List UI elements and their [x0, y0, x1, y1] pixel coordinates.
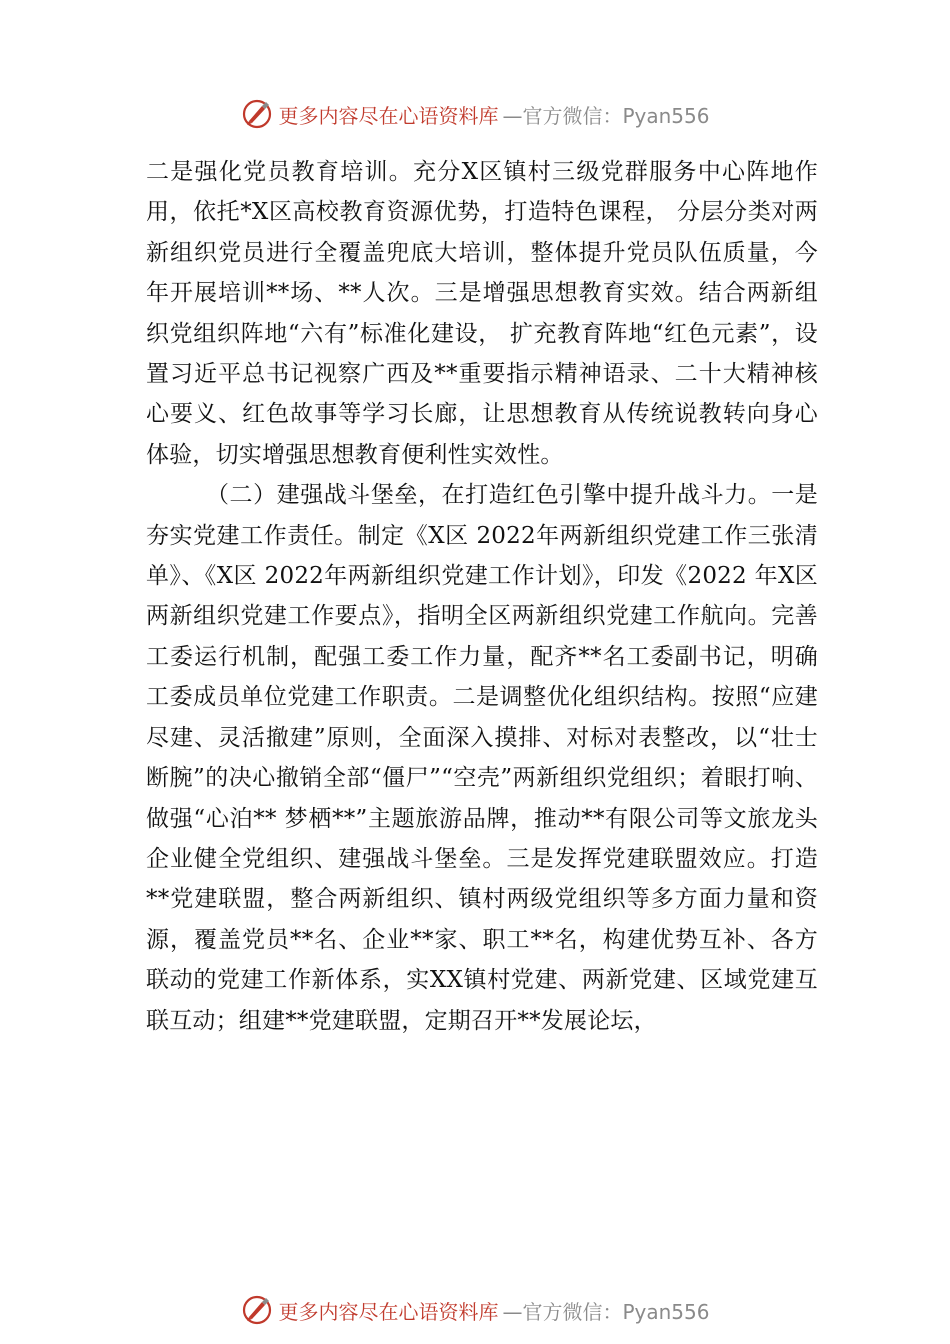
footer-watermark	[0, 1290, 950, 1330]
header-watermark	[0, 94, 950, 134]
watermark-gray-text: —官方微信：Pyan556	[502, 1299, 710, 1324]
watermark-inner	[240, 97, 709, 131]
watermark-gray-text: —官方微信：Pyan556	[502, 103, 710, 128]
watermark-inner	[240, 1293, 709, 1327]
pen-logo-icon	[240, 97, 274, 131]
paragraph-2: （二）建强战斗堡垒，在打造红色引擎中提升战斗力。一是夯实党建工作责任。制定《X区 2022年两新组织党建工作三张清单》、《X区 2022年两新组织党建工作计划》，印发《2022 年X区两新组织党建工作要点》，指明全区两新组织党建工作航向。完善工委运行机制，配强工委工作力量，配齐**名工委副书记，明确工委成员单位党建工作职责。二是调整优化组织结构。按照“应建尽建、灵活撤建”原则，全面深入摸排、对标对表整改，以“壮士断腕”的决心撤销全部“僵尸”“空壳”两新组织党组织；着眼打响、做强“心泊** 梦栖**”主题旅游品牌，推动**有限公司等文旅龙头企业健全党组织、建强战斗堡垒。三是发挥党建联盟效应。打造**党建联盟，整合两新组织、镇村两级党组织等多方面力量和资源，覆盖党员**名、企业**家、职工**名，构建优势互补、各方联动的党建工作新体系，实XX镇村党建、两新党建、区域党建互联互动；组建**党建联盟，定期召开**发展论坛，	[146, 482, 818, 1034]
paragraph-1: 二是强化党员教育培训。充分X区镇村三级党群服务中心阵地作用，依托*X区高校教育资源优势，打造特色课程， 分层分类对两新组织党员进行全覆盖兜底大培训，整体提升党员队伍质量，今年开展培训**场、**人次。三是增强思想教育实效。结合两新组织党组织阵地“六有”标准化建设， 扩充教育阵地“红色元素”，设置习近平总书记视察广西及**重要指示精神语录、二十大精神核心要义、红色故事等学习长廊，让思想教育从传统说教转向身心体验，切实增强思想教育便利性实效性。	[146, 159, 818, 468]
pen-logo-icon	[240, 1293, 274, 1327]
watermark-red-text: 更多内容尽在心语资料库	[278, 1299, 499, 1324]
document-body	[146, 152, 818, 1041]
watermark-red-text: 更多内容尽在心语资料库	[278, 103, 499, 128]
